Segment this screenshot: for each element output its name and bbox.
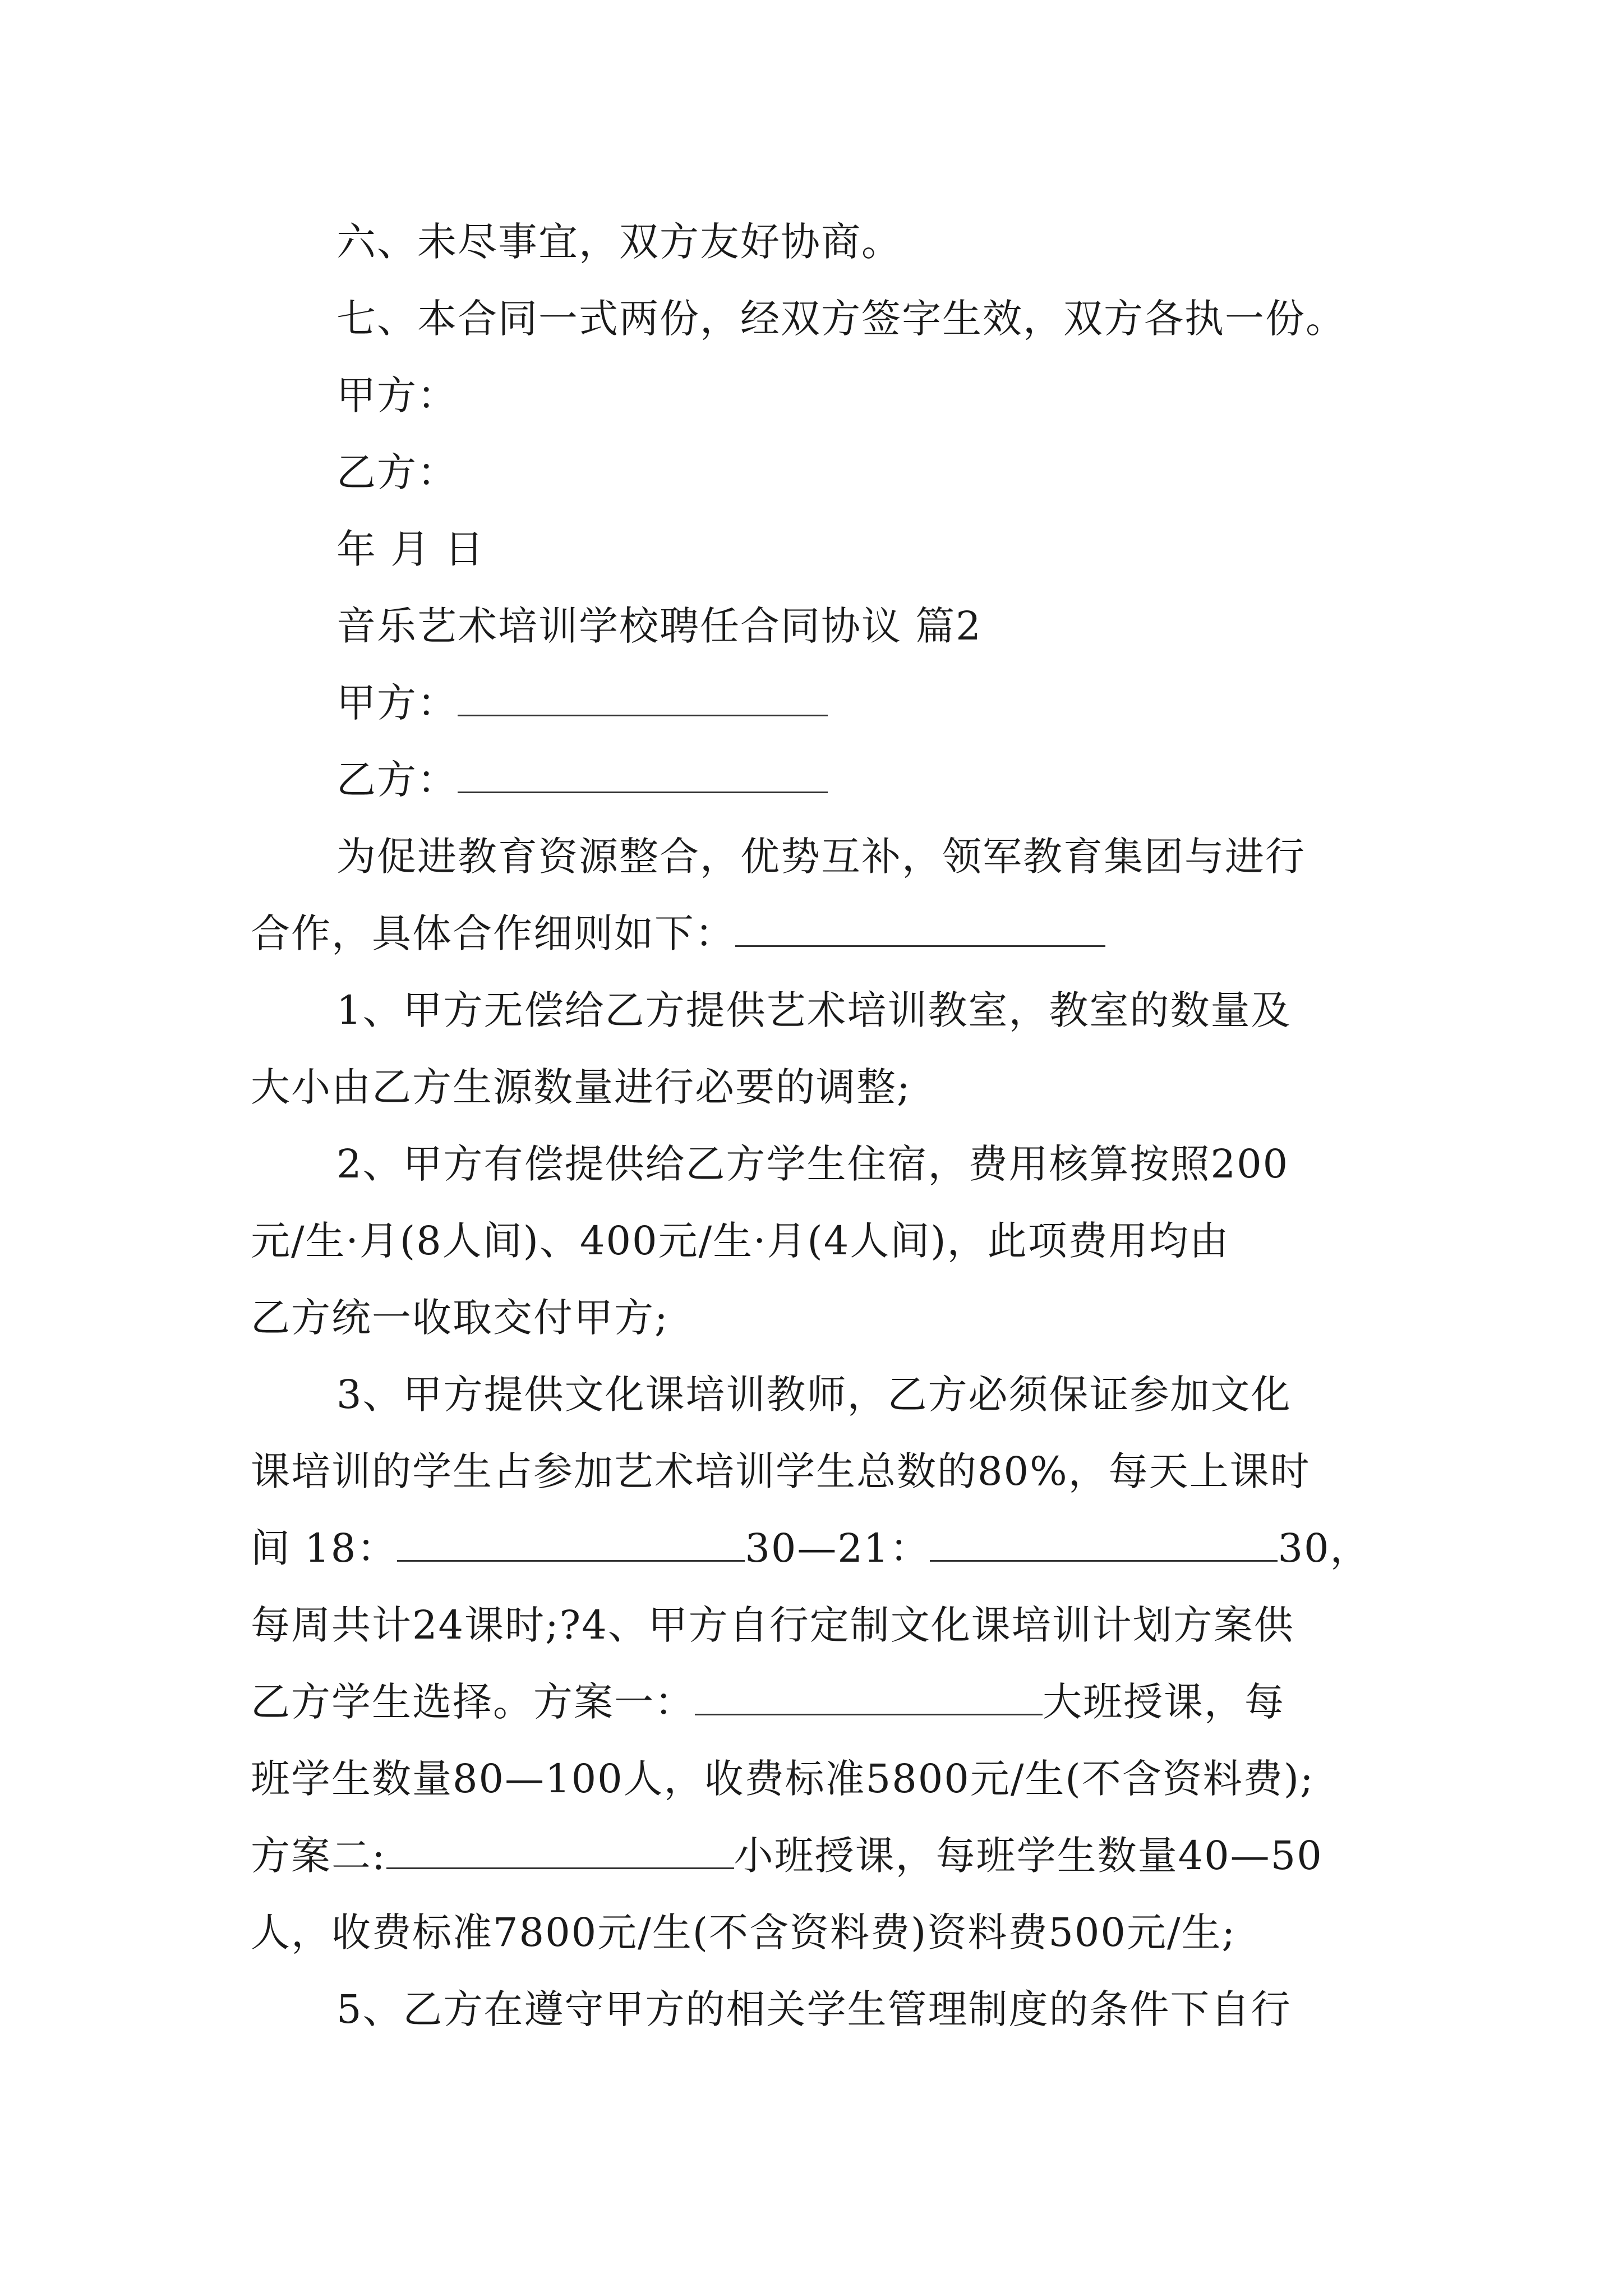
item-1-line-1: 1、甲方无偿给乙方提供艺术培训教室，教室的数量及 (336, 987, 1292, 1033)
item-5-line-1: 5、乙方在遵守甲方的相关学生管理制度的条件下自行 (336, 1986, 1292, 2032)
intro-line-2 (251, 908, 1105, 959)
item-3-line-3 (251, 1523, 1371, 1573)
item-4-line-5: 人，收费标准7800元/生(不含资料费)资料费500元/生; (251, 1910, 1237, 1955)
party-a-blank (458, 682, 828, 716)
party-b-label: 乙方： (336, 449, 458, 495)
party-b-field-label: 乙方： (336, 757, 458, 803)
item-2-line-3: 乙方统一收取交付甲方; (251, 1295, 669, 1341)
party-a-label: 甲方： (336, 372, 458, 418)
item-2-line-2: 元/生·月(8人间)、400元/生·月(4人间)，此项费用均由 (251, 1218, 1230, 1264)
item-4-line-3: 班学生数量80—100人，收费标准5800元/生(不含资料费); (251, 1756, 1315, 1802)
item-4-line-2 (251, 1677, 1285, 1727)
party-b-blank (458, 759, 828, 793)
time-blank-2 (930, 1527, 1278, 1562)
time-blank-1 (397, 1527, 745, 1562)
intro-line-1: 为促进教育资源整合，优势互补，领军教育集团与进行 (336, 834, 1306, 880)
time-start-text: 间 18： (251, 1525, 398, 1571)
plan-two-desc: 小班授课，每班学生数量40—50 (734, 1833, 1323, 1879)
party-b-field (336, 754, 828, 805)
item-2-line-1: 2、甲方有偿提供给乙方学生住宿，费用核算按照200 (336, 1141, 1289, 1187)
plan-two-text: 方案二: (251, 1833, 386, 1879)
clause-7: 七、本合同一式两份，经双方签字生效，双方各执一份。 (336, 296, 1346, 342)
time-mid-text: 30—21： (745, 1525, 930, 1571)
clause-6: 六、未尽事宜，双方友好协商。 (336, 219, 902, 265)
party-a-field (336, 678, 828, 728)
intro-blank (735, 913, 1105, 947)
party-a-field-label: 甲方： (336, 680, 458, 726)
plan-two-blank (386, 1835, 734, 1869)
item-3-line-4: 每周共计24课时;?4、甲方自行定制文化课培训计划方案供 (251, 1602, 1294, 1648)
time-end-text: 30， (1278, 1525, 1371, 1571)
date-line: 年 月 日 (336, 526, 485, 572)
item-3-line-1: 3、甲方提供文化课培训教师，乙方必须保证参加文化 (336, 1372, 1292, 1418)
plan-one-text: 乙方学生选择。方案一： (251, 1679, 695, 1725)
item-4-line-4 (251, 1830, 1323, 1881)
plan-one-blank (695, 1681, 1043, 1715)
section-title: 音乐艺术培训学校聘任合同协议 篇2 (336, 603, 982, 649)
intro-line-2-text: 合作，具体合作细则如下： (251, 910, 735, 956)
item-1-line-2: 大小由乙方生源数量进行必要的调整; (251, 1064, 911, 1110)
plan-one-desc: 大班授课，每 (1043, 1679, 1285, 1725)
item-3-line-2: 课培训的学生占参加艺术培训学生总数的80%，每天上课时 (251, 1448, 1311, 1494)
